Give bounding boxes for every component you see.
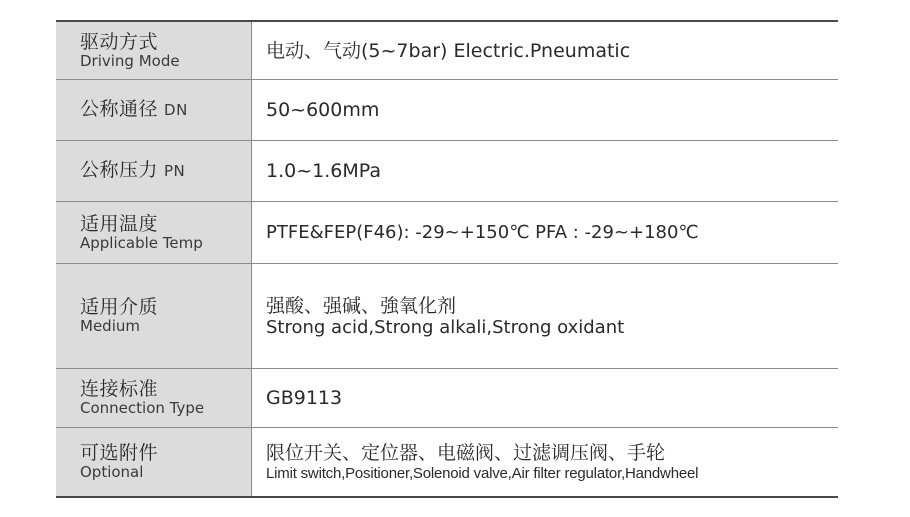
label-zh: 适用温度 <box>80 212 159 235</box>
value-cell <box>252 369 838 427</box>
row-applicable-temp <box>56 202 838 264</box>
label-zh: 连接标准 <box>80 378 159 400</box>
label-cell <box>56 202 252 263</box>
value-cell <box>252 80 838 140</box>
row-optional <box>56 428 838 496</box>
label-en: Medium <box>80 317 140 335</box>
label-zh: 公称通径 <box>80 98 159 120</box>
label-cell <box>56 264 252 368</box>
value-text: PTFE&FEP(F46): -29~+150℃ PFA : -29~+180℃ <box>266 222 699 243</box>
value-cell <box>252 202 838 263</box>
label-line <box>80 160 251 182</box>
row-nominal-pressure <box>56 141 838 202</box>
label-cell <box>56 80 252 140</box>
value-en: Limit switch,Positioner,Solenoid valve,Air filter regulator,Handwheel <box>266 464 699 482</box>
row-driving-mode <box>56 22 838 80</box>
label-cell <box>56 369 252 427</box>
label-cell <box>56 141 252 201</box>
value-zh: 强酸、强碱、強氧化剂 <box>266 294 457 317</box>
row-connection-type <box>56 369 838 428</box>
row-medium <box>56 264 838 369</box>
label-zh: 驱动方式 <box>80 30 159 53</box>
label-zh: 可选附件 <box>80 442 159 464</box>
label-zh: 适用介质 <box>80 296 159 318</box>
row-nominal-diameter <box>56 80 838 141</box>
label-cell <box>56 22 252 79</box>
value-cell <box>252 141 838 201</box>
value-en: Strong acid,Strong alkali,Strong oxidant <box>266 316 625 338</box>
value-zh: 限位开关、定位器、电磁阀、过滤调压阀、手轮 <box>266 441 666 464</box>
label-zh: 公称压力 <box>80 159 159 181</box>
value-text: 电动、气动(5~7bar) Electric.Pneumatic <box>266 39 631 62</box>
label-line <box>80 99 251 121</box>
value-text: GB9113 <box>266 387 343 409</box>
value-text: 1.0~1.6MPa <box>266 160 381 182</box>
label-en: Applicable Temp <box>80 233 203 252</box>
label-en: PN <box>164 162 186 180</box>
label-en: Driving Mode <box>80 51 180 70</box>
value-text: 50~600mm <box>266 99 380 121</box>
label-en: DN <box>164 101 188 119</box>
label-cell <box>56 428 252 496</box>
value-cell <box>252 428 838 496</box>
value-cell <box>252 22 838 79</box>
label-en: Optional <box>80 463 144 481</box>
label-en: Connection Type <box>80 399 205 417</box>
spec-table <box>56 20 838 498</box>
value-cell <box>252 264 838 368</box>
